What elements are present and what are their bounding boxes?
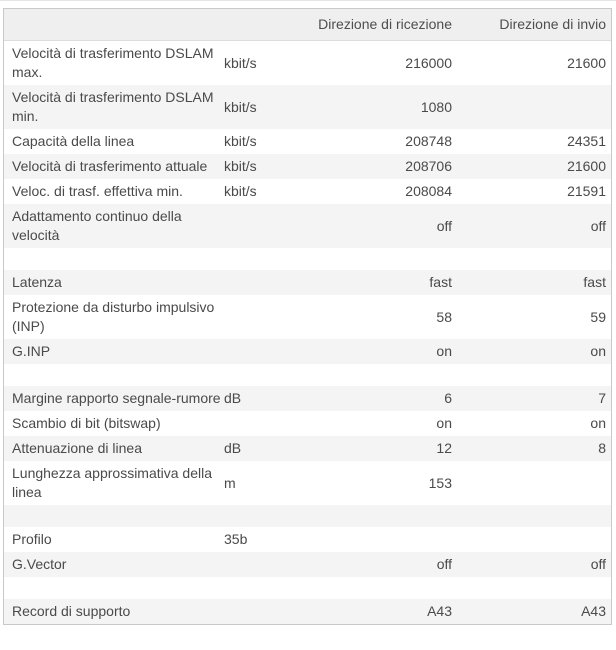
table-row (4, 461, 611, 505)
table-row (4, 204, 611, 248)
row-value-receive: fast (429, 274, 452, 290)
row-label: Velocità di trasferimento DSLAM max. (12, 45, 214, 80)
header-send-direction: Direzione di invio (499, 16, 606, 32)
row-label: Attenuazione di linea (12, 440, 142, 456)
row-value-receive: 58 (436, 308, 452, 325)
row-value-send (452, 104, 611, 110)
row-value-send: 21591 (567, 183, 606, 199)
row-unit (224, 349, 286, 355)
row-label: Protezione da disturbo impulsivo (INP) (12, 299, 215, 334)
row-label: Profilo (12, 531, 52, 547)
row-value-receive: 216000 (405, 54, 452, 71)
row-value-receive: 208084 (405, 183, 452, 199)
row-value-send (452, 537, 611, 543)
row-unit: dB (224, 440, 242, 456)
row-unit: kbit/s (224, 54, 257, 71)
row-value-send: 7 (598, 390, 606, 406)
row-value-receive: off (436, 556, 452, 572)
row-label: Adattamento continuo della velocità (12, 208, 182, 243)
row-value-receive: 208748 (405, 133, 452, 149)
row-unit (224, 562, 286, 568)
row-label: Margine rapporto segnale-rumore (12, 390, 221, 406)
table-row (4, 179, 611, 204)
row-value-receive: off (436, 217, 452, 234)
table-row (4, 527, 611, 552)
row-unit: m (224, 474, 236, 491)
row-unit (224, 223, 286, 229)
row-label: Scambio di bit (bitswap) (12, 415, 161, 431)
spacer-row (4, 364, 611, 386)
table-row (4, 386, 611, 411)
row-label: Record di supporto (12, 603, 131, 619)
row-value-receive: on (436, 343, 452, 359)
row-label: Velocità di trasferimento attuale (12, 158, 208, 174)
table-row (4, 85, 611, 129)
row-unit: kbit/s (224, 133, 257, 149)
row-label: Veloc. di trasf. effettiva min. (12, 183, 183, 199)
row-unit (224, 280, 286, 286)
row-value-send: 59 (590, 308, 606, 325)
row-label: Lunghezza approssimativa della linea (12, 465, 213, 500)
table-row (4, 270, 611, 295)
row-value-send: 21600 (567, 158, 606, 174)
row-value-send: on (590, 343, 606, 359)
table-row (4, 411, 611, 436)
header-label-column (4, 22, 224, 28)
row-value-send: off (590, 217, 606, 234)
row-label: G.INP (12, 343, 51, 359)
row-value-send: on (590, 415, 606, 431)
spacer-row (4, 248, 611, 270)
row-value-receive: A43 (427, 603, 452, 619)
row-unit: kbit/s (224, 158, 257, 174)
table-row (4, 599, 611, 624)
table-row (4, 552, 611, 577)
table-row (4, 41, 611, 85)
row-value-receive: 208706 (405, 158, 452, 174)
row-value-receive: 12 (436, 440, 452, 456)
dsl-statistics-table (3, 8, 612, 625)
header-receive-direction: Direzione di ricezione (318, 16, 452, 32)
row-label: Capacità della linea (12, 133, 135, 149)
spacer-row (4, 577, 611, 599)
row-unit (224, 609, 286, 615)
row-value-send: 21600 (567, 54, 606, 71)
row-label: Latenza (12, 274, 62, 290)
row-unit (224, 421, 286, 427)
row-value-receive: 153 (428, 474, 452, 491)
row-unit: kbit/s (224, 98, 257, 115)
header-unit-column (224, 22, 286, 28)
row-value-send: A43 (581, 603, 606, 619)
table-row (4, 129, 611, 154)
row-label: G.Vector (12, 556, 67, 572)
row-value-send (452, 480, 611, 486)
table-row (4, 295, 611, 339)
row-value-receive (286, 537, 452, 543)
row-value-receive: on (436, 415, 452, 431)
row-value-send: 24351 (567, 133, 606, 149)
row-unit: dB (224, 390, 242, 406)
table-row (4, 436, 611, 461)
table-row (4, 154, 611, 179)
table-row (4, 339, 611, 364)
row-value-receive: 1080 (420, 98, 452, 115)
row-value-send: fast (583, 274, 606, 290)
row-value-send: off (590, 556, 606, 572)
row-unit: 35b (224, 531, 248, 547)
spacer-row (4, 505, 611, 527)
row-value-send: 8 (598, 440, 606, 456)
table-header-row (4, 9, 611, 41)
row-unit: kbit/s (224, 183, 257, 199)
row-unit (224, 314, 286, 320)
row-label: Velocità di trasferimento DSLAM min. (12, 89, 214, 124)
row-value-receive: 6 (444, 390, 452, 406)
